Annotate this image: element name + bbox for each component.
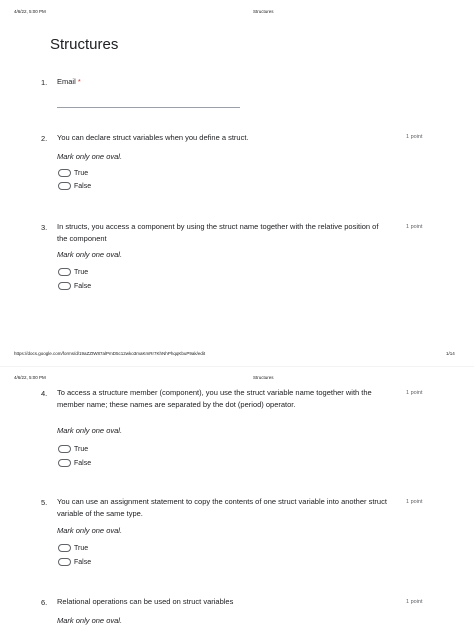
question-number: 1. [41,78,48,87]
radio-oval-icon[interactable] [58,544,71,552]
page-header-title: Structures [253,9,274,14]
page-header-datetime: 4/6/22, 5:00 PM [14,375,46,380]
option-label: True [74,268,89,276]
option-false[interactable] [58,458,91,468]
question-points: 1 point [406,134,423,140]
question-hint: Mark only one oval. [57,152,123,161]
option-true[interactable] [58,444,88,454]
option-true[interactable] [58,543,88,553]
page-footer-number: 1/14 [446,351,455,356]
radio-oval-icon[interactable] [58,459,71,467]
question-text: To access a structure member (component), you use the struct variable name together with the member name; these names are separated by the dot (period) operator. [57,388,372,409]
email-answer-line[interactable] [57,107,240,108]
question-text: You can use an assignment statement to copy the contents of one struct variable into another struct variable of the same type. [57,497,387,518]
option-label: True [74,544,89,552]
page-divider [0,366,474,367]
page-header-datetime: 4/6/22, 5:00 PM [14,9,46,14]
radio-oval-icon[interactable] [58,282,71,290]
radio-oval-icon[interactable] [58,445,71,453]
question-number: 3. [41,223,48,232]
question-points: 1 point [406,390,423,396]
required-mark: * [77,77,81,86]
question-points: 1 point [406,224,423,230]
question-text: Relational operations can be used on struct variables [57,597,234,606]
question-hint: Mark only one oval. [57,250,123,259]
email-question [57,76,387,88]
question-hint: Mark only one oval. [57,426,123,435]
question-number: 6. [41,598,48,607]
page-header-title: Structures [253,375,274,380]
email-label: Email [57,77,76,86]
option-false[interactable] [58,281,91,291]
question-points: 1 point [406,499,423,505]
question-points: 1 point [406,599,423,605]
option-label: True [74,445,89,453]
radio-oval-icon[interactable] [58,558,71,566]
radio-oval-icon[interactable] [58,169,71,177]
question-hint: Mark only one oval. [57,526,123,535]
question-text: You can declare struct variables when you define a struct. [57,133,249,142]
radio-oval-icon[interactable] [58,268,71,276]
option-false[interactable] [58,181,91,191]
question-number: 5. [41,498,48,507]
option-label: False [74,282,92,290]
question-text: In structs, you access a component by using the struct name together with the relative position of the component [57,222,379,243]
option-label: False [74,558,92,566]
option-label: False [74,459,92,467]
page-footer-url: https://docs.google.com/forms/d/19aZZtW87alPmD5c12wko3maKmRr7KhNhPhqqKbuP9ak/edit [14,351,206,356]
form-title: Structures [50,36,119,53]
option-false[interactable] [58,557,91,567]
radio-oval-icon[interactable] [58,182,71,190]
option-true[interactable] [58,168,88,178]
option-true[interactable] [58,267,88,277]
option-label: True [74,169,89,177]
question-hint: Mark only one oval. [57,616,123,625]
question-number: 4. [41,389,48,398]
question-number: 2. [41,134,48,143]
option-label: False [74,182,92,190]
